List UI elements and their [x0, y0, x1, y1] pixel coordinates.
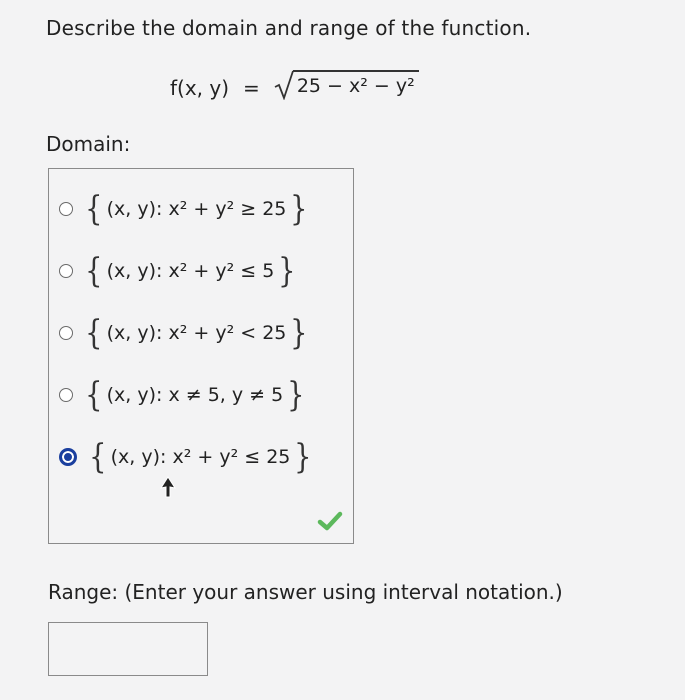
open-brace: {	[85, 313, 103, 353]
option-label: (x, y): x² + y² ≤ 5	[106, 260, 275, 282]
radio-button[interactable]	[59, 202, 73, 216]
formula-radicand: 25 − x² − y²	[293, 70, 419, 97]
radio-button[interactable]	[59, 388, 73, 402]
range-label: Range: (Enter your answer using interval notation.)	[48, 580, 563, 604]
domain-option-2[interactable]	[59, 251, 298, 291]
option-label: (x, y): x² + y² ≥ 25	[106, 198, 287, 220]
close-brace: }	[278, 251, 296, 291]
close-brace: }	[290, 189, 308, 229]
domain-option-5[interactable]	[59, 437, 314, 477]
option-label: (x, y): x ≠ 5, y ≠ 5	[106, 384, 284, 406]
function-formula	[170, 70, 419, 100]
domain-label: Domain:	[46, 132, 131, 156]
domain-option-1[interactable]	[59, 189, 310, 229]
domain-options-group	[48, 168, 354, 544]
range-answer-input[interactable]	[48, 622, 208, 676]
option-label: (x, y): x² + y² ≤ 25	[110, 446, 291, 468]
radical-sign-icon	[274, 70, 294, 100]
option-label: (x, y): x² + y² < 25	[106, 322, 287, 344]
close-brace: }	[287, 375, 305, 415]
open-brace: {	[89, 437, 107, 477]
radio-button[interactable]	[59, 264, 73, 278]
question-text: Describe the domain and range of the function.	[46, 16, 532, 40]
close-brace: }	[294, 437, 312, 477]
square-root	[274, 70, 419, 100]
open-brace: {	[85, 375, 103, 415]
formula-lhs: f(x, y)	[170, 76, 230, 100]
domain-option-4[interactable]	[59, 375, 307, 415]
domain-option-3[interactable]	[59, 313, 310, 353]
close-brace: }	[290, 313, 308, 353]
radio-button[interactable]	[59, 326, 73, 340]
check-icon	[317, 511, 343, 531]
radio-button-selected[interactable]	[59, 448, 77, 466]
cursor-arrow-icon	[160, 476, 176, 498]
open-brace: {	[85, 251, 103, 291]
formula-equals: =	[243, 76, 260, 100]
open-brace: {	[85, 189, 103, 229]
